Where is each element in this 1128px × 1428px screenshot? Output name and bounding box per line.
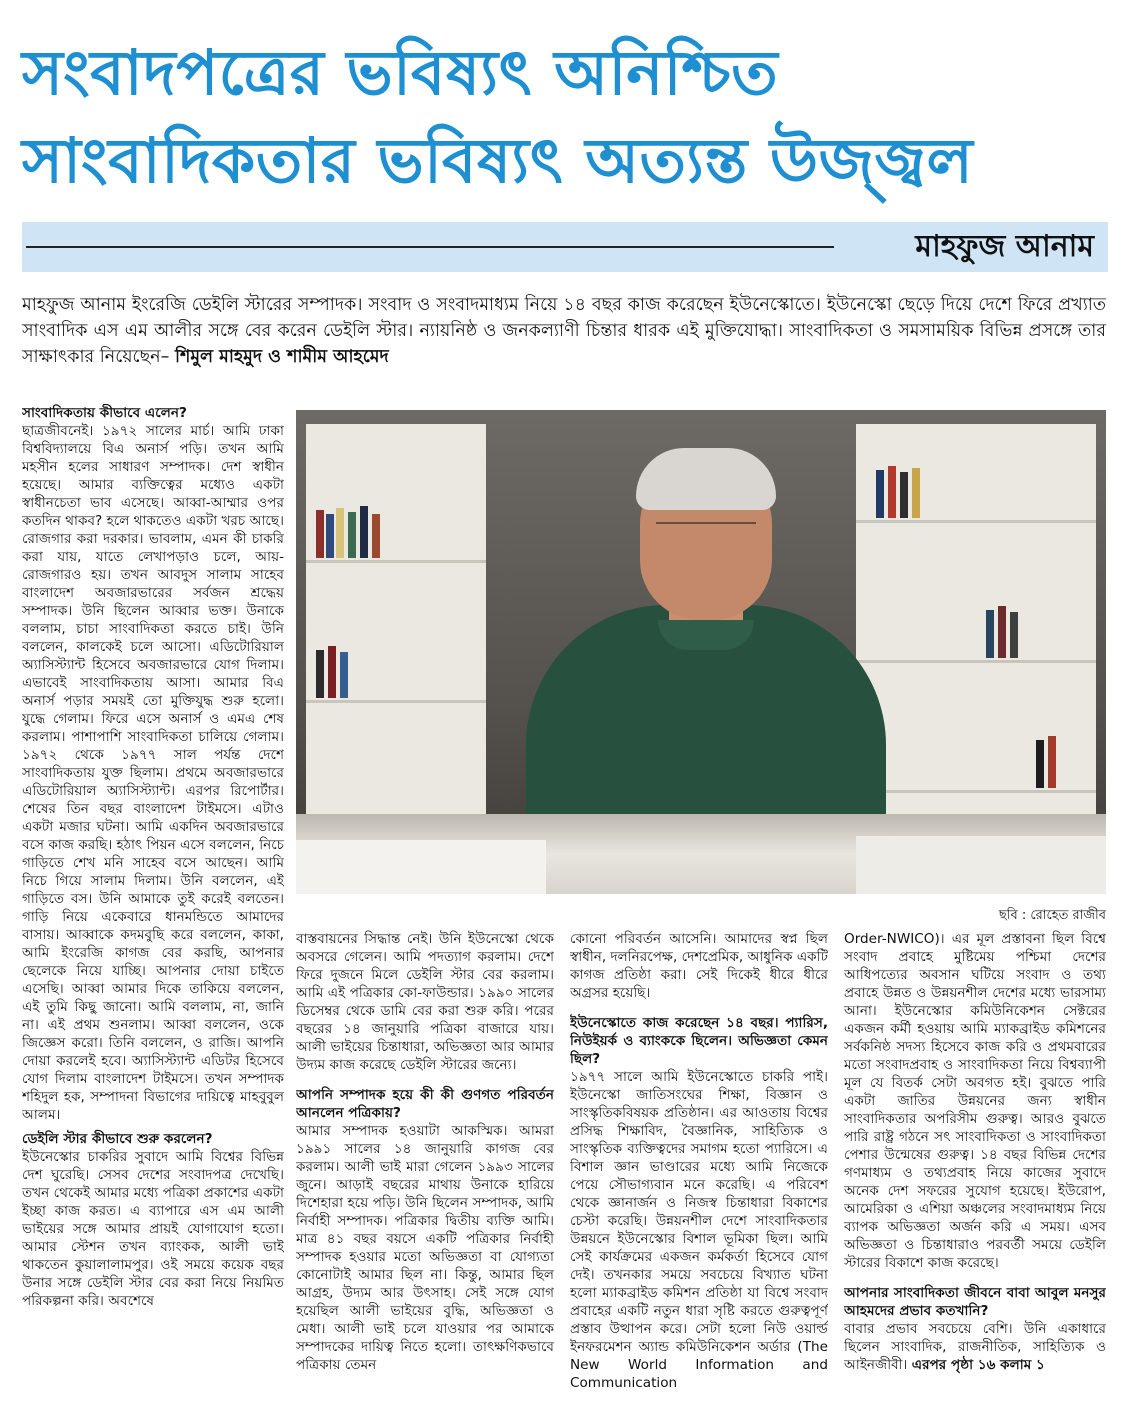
answer-5-text: বাবার প্রভাব সবচেয়ে বেশি। উনি একাধারে ছিলেন সাংবাদিক, রাজনীতিক, সাহিত্যিক ও আইনজীবী। [844, 1321, 1106, 1373]
headline-line-2: সাংবাদিকতার ভবিষ্যৎ অত্যন্ত উজ্জ্বল [22, 124, 974, 197]
question-5: আপনার সাংবাদিকতা জীবনে বাবা আবুল মনসুর আহমদের প্রভাব কতখানি? [844, 1285, 1106, 1319]
answer-3-continued: কোনো পরিবর্তন আসেনি। আমাদের স্বপ্ন ছিল স্বাধীন, দলনিরপেক্ষ, দেশপ্রেমিক, আধুনিক একটি কাগজ প্রতিষ্ঠা করা। সেই দিকেই ধীরে ধীরে অগ্রসর হয়েছি। [570, 931, 828, 1001]
answer-4-continued: Order-NWICO)। এর মূল প্রস্তাবনা ছিল বিশ্বে সংবাদ প্রবাহে মুষ্টিমেয় পশ্চিমা দেশের আধিপত্যের অবসান ঘটিয়ে সংবাদ ও তথ্য প্রবাহে উন্নত ও উন্নয়নশীল দেশের মধ্যে ভারসাম্য আনা। ইউনেস্কোর কমিউনিকেশন সেক্টরের একজন কর্মী হওয়ায় আমি ম্যাকব্রাইড কমিশনের সর্বকনিষ্ঠ সদস্য হিসেবে কাজ করি ও প্রথমবারের মতো সংবাদপ্রবাহ ও সাংবাদিকতা নিয়ে বিশ্বব্যাপী মূল যে বিতর্ক সেটা অবগত হই। বুঝতে পারি একটা জাতির উন্নয়নের জন্য স্বাধীন সাংবাদিকতার অপরিসীম গুরুত্ব। আরও বুঝতে পারি রাষ্ট্র গঠনে সৎ সাংবাদিকতা ও সাংবাদিকতা পেশার উন্মেষের গুরুত্ব। ১৪ বছর বিভিন্ন দেশের গণমাধ্যম ও তথ্যপ্রবাহ নিয়ে কাজের সুবাদে অনেক দেশ সফরের সুযোগ হয়েছে। ইউরোপ, আমেরিকা ও এশিয়া অঞ্চলের সংবাদমাধ্যম নিয়ে ব্যাপক অভিজ্ঞতা অর্জন করি এ সময়। এসব অভিজ্ঞতা ও চিন্তাধারাও পরবর্তী সময়ে ডেইলি স্টারের বিকাশে কাজ করেছে। [844, 931, 1106, 1271]
intro-text: মাহফুজ আনাম ইংরেজি ডেইলি স্টারের সম্পাদক। সংবাদ ও সংবাদমাধ্যম নিয়ে ১৪ বছর কাজ করেছেন ইউনেস্কোতে। ইউনেস্কো ছেড়ে দিয়ে দেশে ফিরে প্রখ্যাত সাংবাদিক এস এম আলীর সঙ্গে বের করেন ডেইলি স্টার। ন্যায়নিষ্ঠ ও জনকল্যাণী চিন্তার ধারক এই মুক্তিযোদ্ধা। সাংবাদিকতা ও সমসাময়িক বিভিন্ন প্রসঙ্গে তার সাক্ষাৎকার নিয়েছেন– [22, 295, 1106, 367]
intro-credit: শিমুল মাহমুদ ও শামীম আহমেদ [174, 347, 389, 367]
answer-2-continued: বাস্তবায়নের সিদ্ধান্ত নেই। উনি ইউনেস্কো থেকে অবসরে গেলেন। আমি পদত্যাগ করলাম। দেশে ফিরে দুজনে মিলে ডেইলি স্টার বের করলাম। আমি এই পত্রিকার কো-ফাউন্ডার। ১৯৯০ সালের ডিসেম্বর থেকে ডামি বের করা শুরু করি। পরের বছরের ১৪ জানুয়ারি পত্রিকা বাজারে যায়। আলী ভাইয়ের চিন্তাধারা, অভিজ্ঞতা আর আমার উদ্যম কাজ করেছে ডেইলি স্টারের জন্যে। [296, 931, 554, 1073]
answer-4: ১৯৭৭ সালে আমি ইউনেস্কোতে চাকরি পাই। ইউনেস্কো জাতিসংঘের শিক্ষা, বিজ্ঞান ও সাংস্কৃতিকবিষয়ক প্রতিষ্ঠান। এর আওতায় বিশ্বের প্রসিদ্ধ শিক্ষাবিদ, বৈজ্ঞানিক, সাহিত্যিক ও সাংস্কৃতিক ব্যক্তিত্বদের সমাগম হতো প্যারিসে। এ বিশাল জ্ঞান ভাণ্ডারের মধ্যে আমি নিজেকে পেয়ে সৌভাগ্যবান মনে করেছি। এ পরিবেশ থেকে জ্ঞানার্জন ও নিজস্ব চিন্তাধারা বিকাশের চেস্টা করেছি। উন্নয়নশীল দেশে সাংবাদিকতার উন্নয়নে ইউনেস্কোর বিশাল ভূমিকা ছিল। আমি সেই কার্যক্রমের একজন কর্মকর্তা হিসেবে যোগ দেই। তখনকার সময়ে সবচেয়ে বিখ্যাত ঘটনা হলো ম্যাকব্রাইড কমিশন প্রতিষ্ঠা যা বিশ্বে সংবাদ প্রবাহের একটি নতুন ধারা সৃষ্টি করতে গুরুত্বপূর্ণ প্রস্তাব উত্থাপন করে। সেটা হলো নিউ ওয়ার্ল্ড ইনফরমেশন অ্যান্ড কমিউনিকেশন অর্ডার (The New World Information and Communication [570, 1069, 828, 1391]
byline-author: মাহফুজ আনাম [915, 229, 1094, 264]
answer-3: আমার সম্পাদক হওয়াটা আকস্মিক। আমরা ১৯৯১ সালের ১৪ জানুয়ারি কাগজ বের করলাম। আলী ভাই মারা গেলেন ১৯৯৩ সালের জুনে। আড়াই বছরের মাথায় উনাকে হারিয়ে দিশেহারা হয়ে পড়ি। উনি ছিলেন সম্পাদক, আমি নির্বাহী সম্পাদক। পত্রিকার দ্বিতীয় ব্যক্তি আমি। মাত্র ৪১ বছর বয়সে একটি পত্রিকার নির্বাহী সম্পাদক হওয়ার মতো অভিজ্ঞতা বা যোগ্যতা কোনোটাই আমার ছিল না। কিন্তু, আমার ছিল আগ্রহ, উদ্যম আর উৎসাহ। সেই সঙ্গে যোগ হয়েছিল আলী ভাইয়ের বুদ্ধি, অভিজ্ঞতা ও মেধা। আলী ভাই চলে যাওয়ার পর আমাকে সম্পাদকের দায়িত্ব নিতে হলো। তাৎক্ষণিকভাবে পত্রিকায় তেমন [296, 1123, 554, 1373]
article-column-3 [570, 930, 828, 1420]
answer-1: ছাত্রজীবনেই। ১৯৭২ সালের মার্চ। আমি ঢাকা বিশ্ববিদ্যালয়ে বিএ অনার্স পড়ি। তখন আমি মহসীন হলের সাধারণ সম্পাদক। দেশ স্বাধীন হয়েছে। আমার ব্যক্তিত্বের মধ্যেও একটা স্বাধীনচেতা ভাব এসেছে। আব্বা-আম্মার ওপর কতদিন থাকব? হলে থাকতেও একটা খরচ আছে। রোজগার করা দরকার। ভাবলাম, এমন কী চাকরি করা যায়, যাতে লেখাপড়াও চলে, আয়-রোজগারও হয়। তখন আবদুস সালাম সাহেব বাংলাদেশ অবজারভারের সর্বজন শ্রদ্ধেয় সম্পাদক। উনি ছিলেন আব্বার ভক্ত। উনাকে বললাম, চাচা সাংবাদিকতা করতে চাই। উনি বললেন, কালকেই চলে আসো। এডিটোরিয়াল অ্যাসিস্ট্যান্ট হিসেবে অবজারভারে যোগ দিলাম। এভাবেই সাংবাদিকতায় আসা। আমার বিএ অনার্স পড়ার সময়ই তো মুক্তিযুদ্ধ শুরু হলো। যুদ্ধে গেলাম। ফিরে এসে অনার্স ও এমএ শেষ করলাম। পাশাপাশি সাংবাদিকতা চালিয়ে গেলাম। ১৯৭২ থেকে ১৯৭৭ সাল পর্যন্ত দেশে সাংবাদিকতায় যুক্ত ছিলাম। প্রথমে অবজারভারে এডিটোরিয়াল অ্যাসিস্ট্যান্ট। এরপর রিপোর্টার। শেষের তিন বছর বাংলাদেশ টাইমসে। এটাও একটা মজার ঘটনা। আমি একদিন অবজারভারে বসে কাজ করছি। হঠাৎ পিয়ন এসে বললেন, নিচে গাড়িতে শেখ মনি সাহেব বসে আছেন। আমি নিচে গিয়ে সালাম দিলাম। উনি বললেন, এই গাড়িতে বস। উনি আমাকে তুই করেই বলতেন। গাড়ি নিয়ে একেবারে ধানমন্ডিতে আমাদের বাসায়। আব্বাকে কদমবুছি করে বললেন, কাকা, আমি ইংরেজি কাগজ বের করছি, আপনার ছেলেকে নিয়ে যাচ্ছি। আপনার দোয়া চাইতে এসেছি। আব্বা আমার দিকে তাকিয়ে বললেন, এই তুমি কিছু জানো। আমি বললাম, না, জানি না। এই প্রথম শুনলাম। আব্বা বললেন, ওকে জিজ্ঞেস করো। তিনি বললেন, ও রাজি। আপনি দোয়া করলেই হবে। অ্যাসিস্ট্যান্ট এডিটর হিসেবে যোগ দিলাম বাংলাদেশ টাইমসে। তখন সম্পাদক শহিদুল হক, সম্পাদনা বিভাগের দায়িত্বে মাহবুবুল আলম। [22, 423, 284, 1123]
intro-paragraph [22, 292, 1106, 370]
byline-rule [26, 246, 834, 248]
question-4: ইউনেস্কোতে কাজ করেছেন ১৪ বছর। প্যারিস, নিউইয়র্ক ও ব্যাংককে ছিলেন। অভিজ্ঞতা কেমন ছিল? [570, 1015, 828, 1067]
photo-caption: ছবি : রোহেত রাজীব [998, 908, 1106, 923]
answer-5 [844, 1320, 1106, 1374]
portrait-photo [296, 410, 1106, 894]
article-column-2 [296, 930, 554, 1420]
question-3: আপনি সম্পাদক হয়ে কী কী গুণগত পরিবর্তন আনলেন পত্রিকায়? [296, 1087, 554, 1121]
article-column-4 [844, 930, 1106, 1420]
article-column-1 [22, 404, 284, 1420]
headline-line-1: সংবাদপত্রের ভবিষ্যৎ অনিশ্চিত [22, 36, 779, 109]
continued-note: এরপর পৃষ্ঠা ১৬ কলাম ১ [911, 1357, 1045, 1373]
answer-2: ইউনেস্কোর চাকরির সুবাদে আমি বিশ্বের বিভিন্ন দেশ ঘুরেছি। সেসব দেশের সংবাদপত্র দেখেছি। তখন থেকেই আমার মধ্যে পত্রিকা প্রকাশের একটা ইচ্ছা কাজ করত। এ ব্যাপারে এস এম আলী ভাইয়ের সঙ্গে আমার প্রায়ই যোগাযোগ হতো। আমার স্টেশন তখন ব্যাংকক, আলী ভাই থাকতেন কুয়ালালামপুর। ওই সময়ে কয়েক বছর উনার সঙ্গে ডেইলি স্টার বের করা নিয়ে নিয়মিত পরিকল্পনা করি। অবশেষে [22, 1149, 284, 1309]
question-1: সাংবাদিকতায় কীভাবে এলেন? [22, 405, 187, 421]
question-2: ডেইলি স্টার কীভাবে শুরু করলেন? [22, 1131, 213, 1147]
